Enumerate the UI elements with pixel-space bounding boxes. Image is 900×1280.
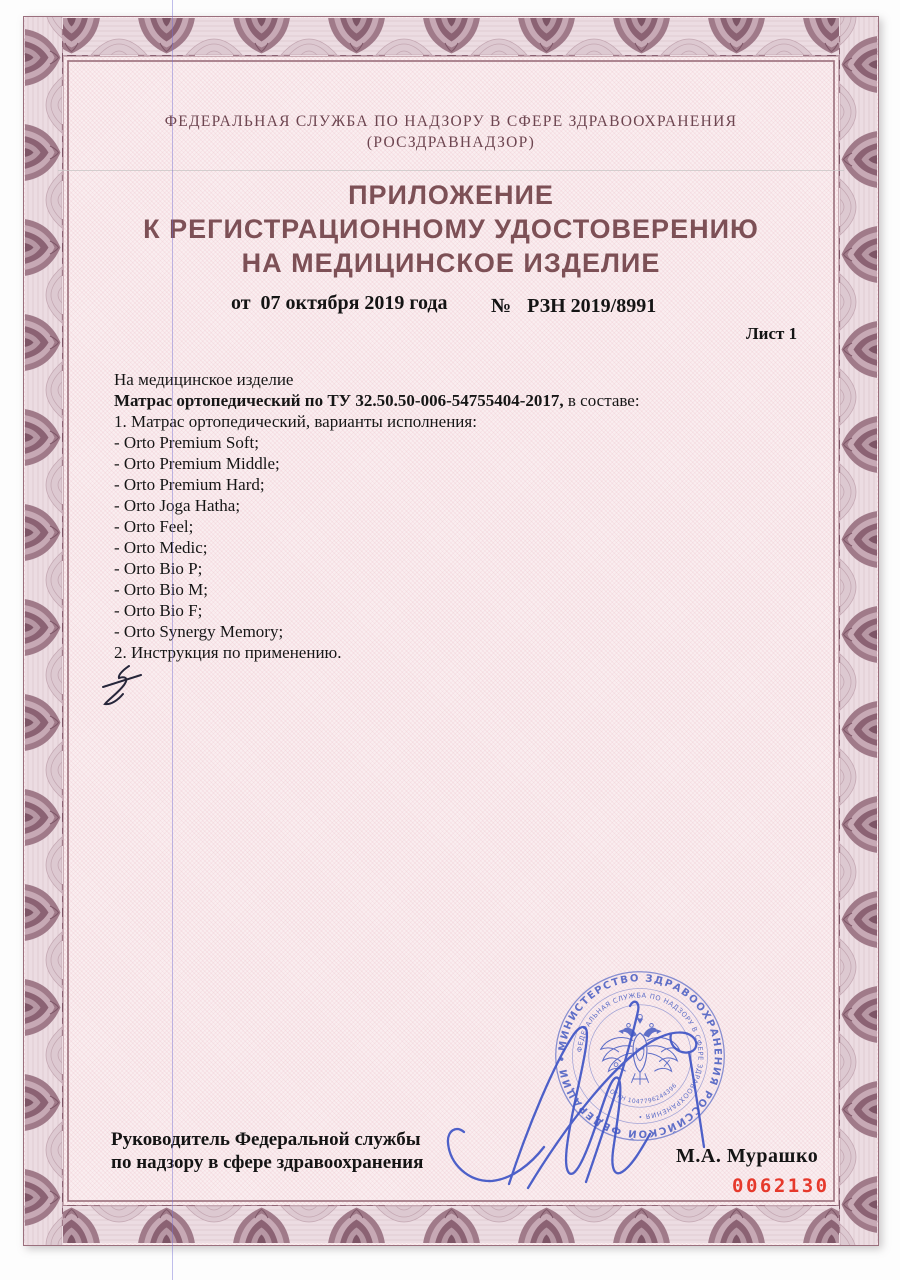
sheet-number: Лист 1: [746, 324, 798, 343]
header-divider-line: [58, 170, 844, 171]
signer-name: М.А. Мурашко: [676, 1145, 819, 1167]
signature: [441, 991, 713, 1203]
device-name-suffix: в составе:: [563, 391, 640, 410]
registration-number-value: РЗН 2019/8991: [527, 295, 657, 317]
number-sign: №: [491, 295, 512, 317]
document-title-line3: НА МЕДИЦИНСКОЕ ИЗДЕЛИЕ: [241, 248, 661, 278]
variant-item: - Orto Synergy Memory;: [114, 622, 284, 641]
list-item-2: 2. Инструкция по применению.: [114, 643, 342, 662]
variant-item: - Orto Premium Soft;: [114, 433, 259, 452]
list-item-1: 1. Матрас ортопедический, варианты исполнения:: [114, 412, 477, 431]
serial-number: 0062130: [732, 1175, 830, 1197]
issuing-authority: [24, 111, 878, 153]
variant-item: - Orto Bio M;: [114, 580, 208, 599]
registration-number: [491, 295, 656, 318]
issue-date: от 07 октября 2019 года: [231, 292, 448, 314]
device-name-line: [114, 390, 814, 411]
seal-inner-text: ФЕДЕРАЛЬНАЯ СЛУЖБА ПО НАДЗОРУ В СФЕРЕ ЗДРАВООХРАНЕНИЯ •: [575, 991, 705, 1121]
signer-title-line2: по надзору в сфере здравоохранения: [111, 1151, 424, 1173]
document-title-line2: К РЕГИСТРАЦИОННОМУ УДОСТОВЕРЕНИЮ: [143, 214, 759, 244]
handwritten-mark: [99, 662, 145, 710]
certificate-page: [23, 16, 879, 1246]
variant-item: - Orto Joga Hatha;: [114, 496, 241, 515]
signer-title-line1: Руководитель Федеральной службы: [111, 1129, 421, 1150]
variant-item: - Orto Premium Hard;: [114, 475, 265, 494]
variant-item: - Orto Bio F;: [114, 601, 203, 620]
device-description: [114, 369, 814, 663]
variant-item: - Orto Feel;: [114, 517, 194, 536]
variant-item: - Orto Medic;: [114, 538, 208, 557]
device-intro: На медицинское изделие: [114, 370, 294, 389]
seal-outer-text: МИНИСТЕРСТВО ЗДРАВООХРАНЕНИЯ РОССИЙСКОЙ ФЕДЕРАЦИИ •: [557, 973, 723, 1139]
variant-item: - Orto Bio P;: [114, 559, 203, 578]
issuing-authority-line1: ФЕДЕРАЛЬНАЯ СЛУЖБА ПО НАДЗОРУ В СФЕРЕ ЗДРАВООХРАНЕНИЯ: [164, 113, 738, 130]
signer-title: [111, 1129, 423, 1174]
document-title-line1: ПРИЛОЖЕНИЕ: [348, 180, 554, 210]
variant-item: - Orto Premium Middle;: [114, 454, 280, 473]
seal-ogrn-text: ОГРН 1047796244396: [607, 1082, 679, 1106]
device-name: Матрас ортопедический по ТУ 32.50.50-006-54755404-2017,: [114, 391, 564, 410]
document-title: [24, 178, 878, 280]
issuing-authority-line2: (РОСЗДРАВНАДЗОР): [366, 134, 536, 151]
